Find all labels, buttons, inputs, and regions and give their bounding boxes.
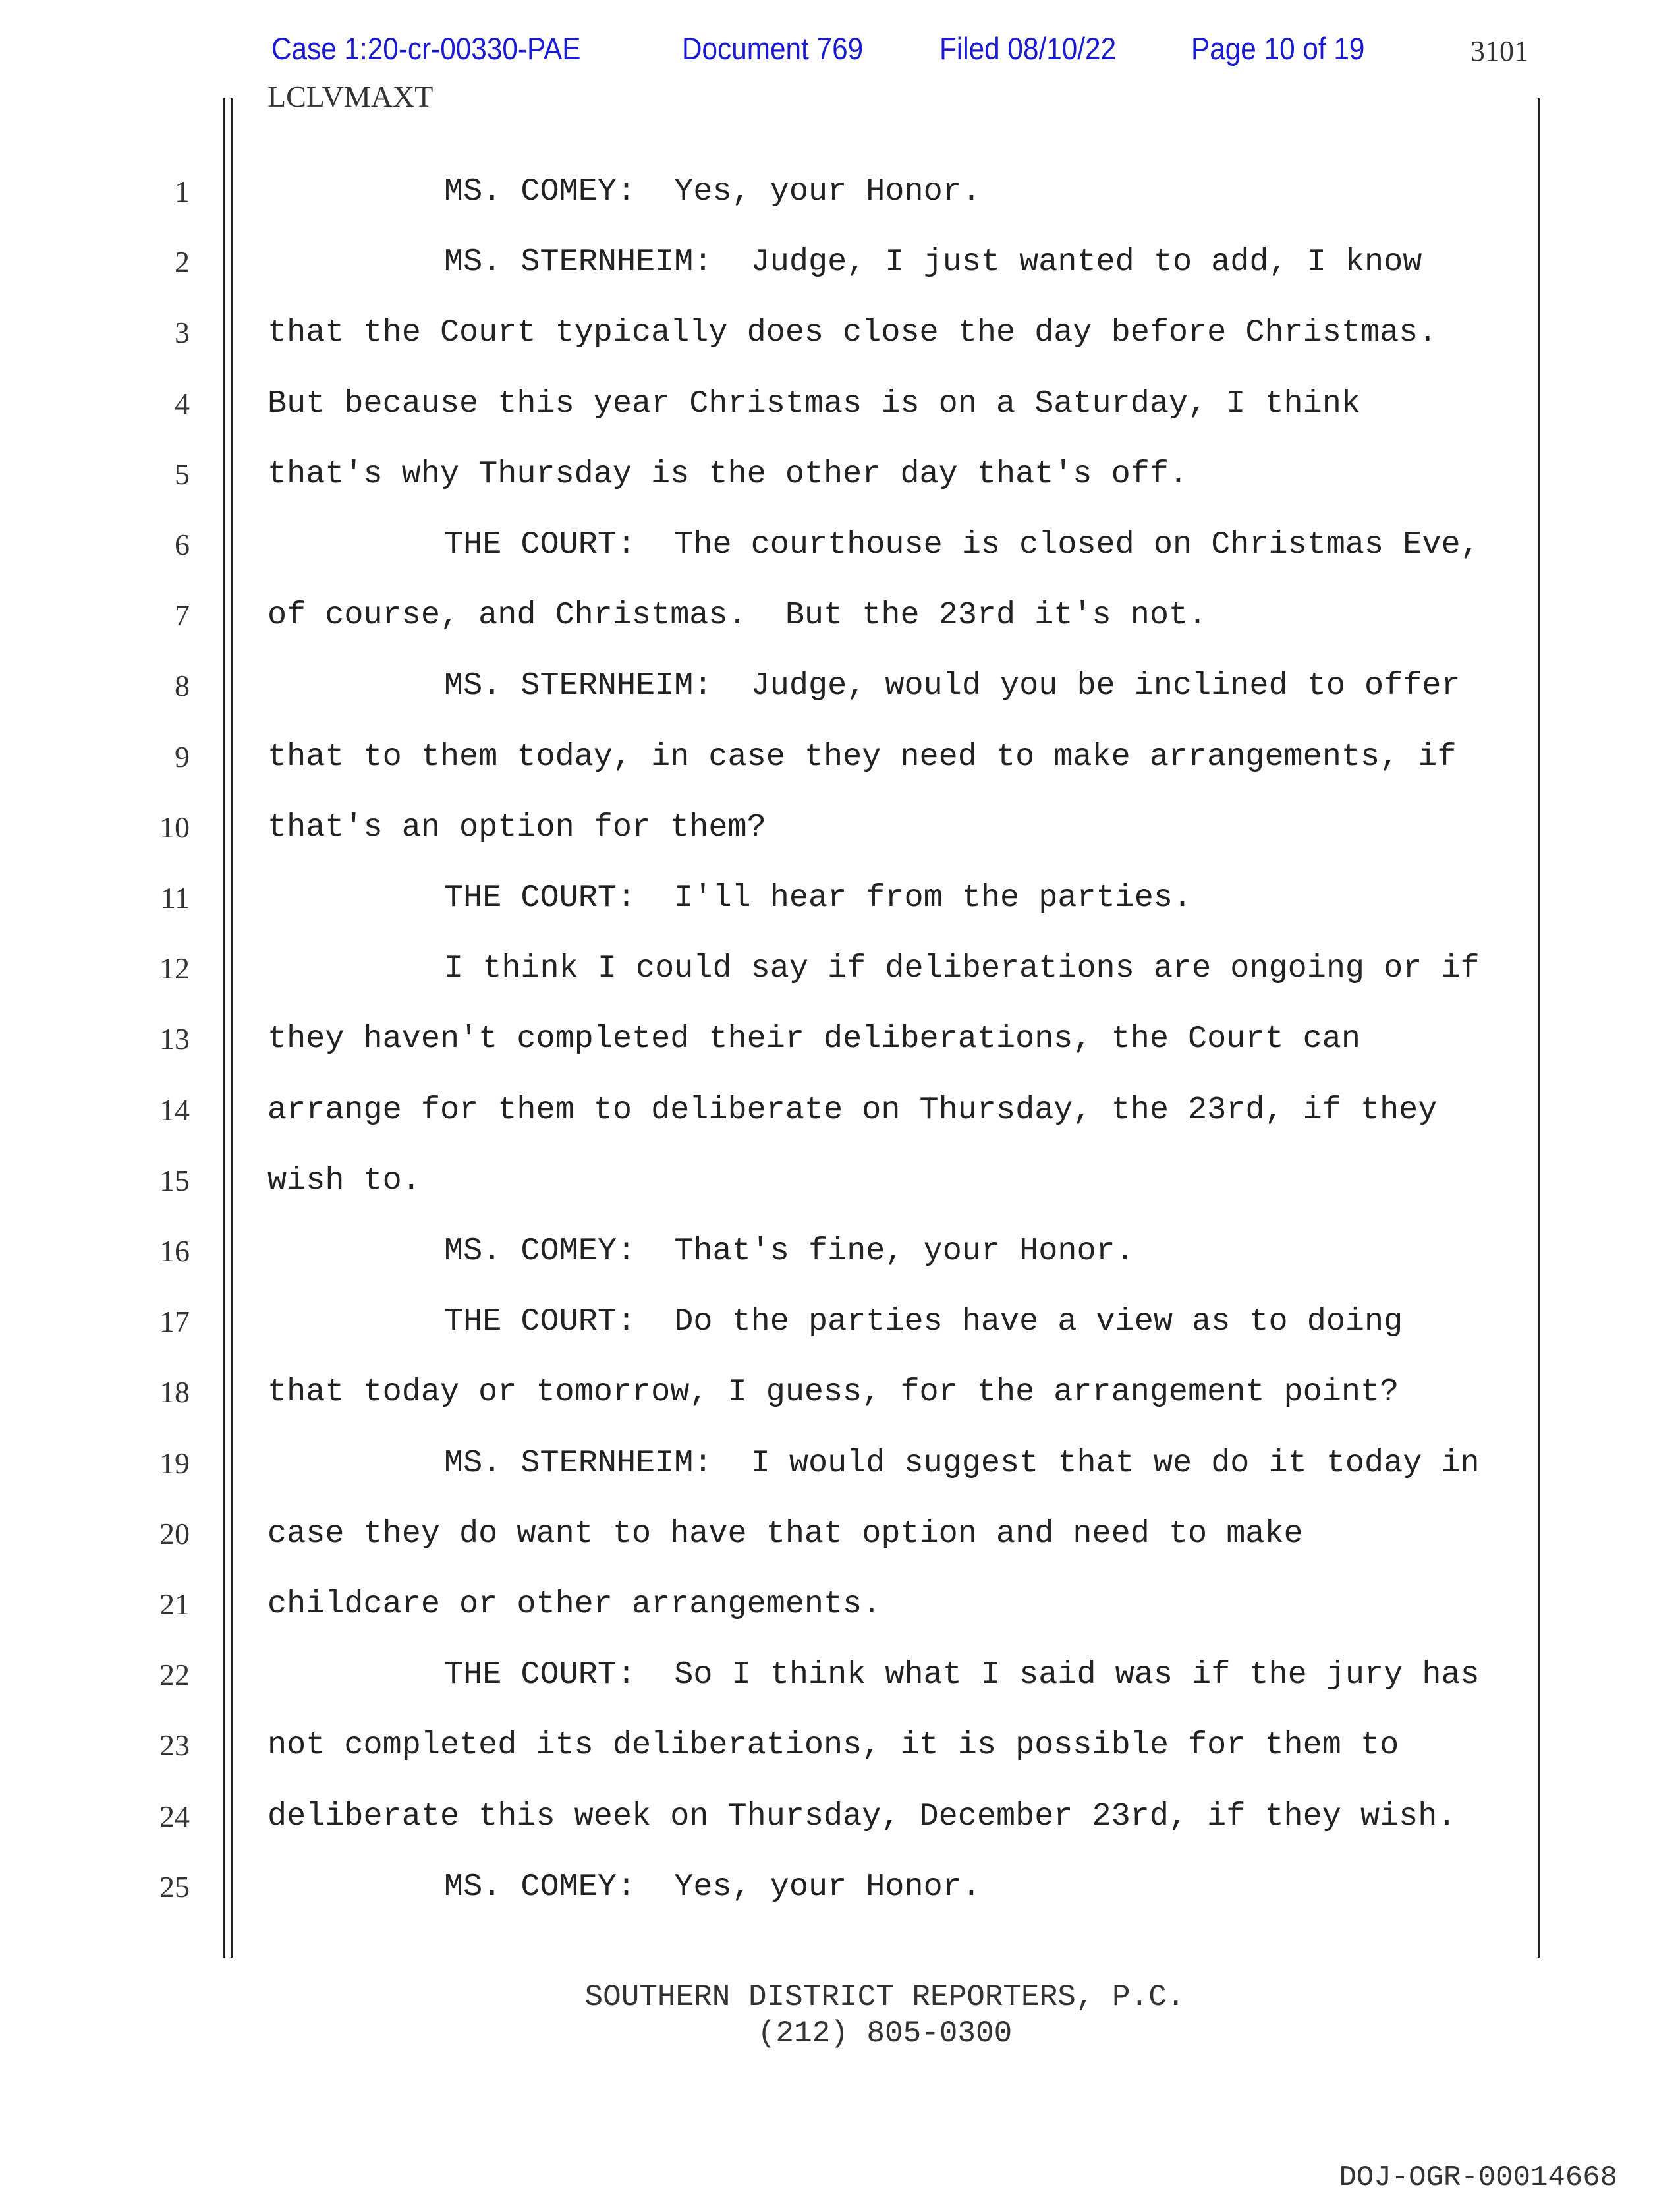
line-text: THE COURT: Do the parties have a view as to doing xyxy=(444,1303,1403,1340)
reporter-name: SOUTHERN DISTRICT REPORTERS, P.C. xyxy=(584,1980,1185,2014)
transcript-line xyxy=(0,808,1680,882)
transcript-line xyxy=(0,316,1680,387)
line-number: 10 xyxy=(159,810,190,844)
line-number: 3 xyxy=(175,316,190,350)
line-text: that's an option for them? xyxy=(267,808,766,845)
page-indicator: Page 10 of 19 xyxy=(1191,31,1365,66)
filed-date: Filed 08/10/22 xyxy=(939,31,1117,66)
line-number: 16 xyxy=(159,1234,190,1268)
line-number: 7 xyxy=(175,598,190,633)
line-text: wish to. xyxy=(267,1162,421,1199)
transcript-line xyxy=(0,1091,1680,1164)
line-number: 12 xyxy=(159,951,190,986)
line-text: THE COURT: So I think what I said was if the jury has xyxy=(444,1657,1480,1693)
line-number: 5 xyxy=(175,457,190,491)
transcript-line xyxy=(0,528,1680,599)
line-number: 17 xyxy=(159,1305,190,1339)
transcript-line xyxy=(0,455,1680,528)
transcript-page-number: 3101 xyxy=(1470,35,1528,67)
line-text: that today or tomorrow, I guess, for the arrangement point? xyxy=(267,1374,1399,1411)
line-text: MS. COMEY: That's fine, your Honor. xyxy=(444,1233,1134,1269)
line-text: of course, and Christmas. But the 23rd it's not. xyxy=(267,597,1208,634)
line-number: 8 xyxy=(175,669,190,703)
reporter-phone: (212) 805-0300 xyxy=(757,2016,1013,2051)
line-number: 22 xyxy=(159,1658,190,1692)
line-text: THE COURT: The courthouse is closed on Christmas Eve, xyxy=(444,526,1480,563)
transcript-line xyxy=(0,882,1680,952)
line-number: 1 xyxy=(175,175,190,208)
line-number: 6 xyxy=(175,528,190,561)
line-text: arrange for them to deliberate on Thursday, the 23rd, if they xyxy=(267,1091,1438,1128)
line-number: 25 xyxy=(159,1869,190,1904)
line-text: I think I could say if deliberations are ongoing or if xyxy=(444,950,1480,987)
line-number: 20 xyxy=(159,1516,190,1550)
transcript-code: LCLVMAXT xyxy=(267,80,434,113)
line-text: not completed its deliberations, it is possible for them to xyxy=(267,1727,1399,1764)
line-number: 21 xyxy=(159,1587,190,1621)
line-text: that the Court typically does close the day before Christmas. xyxy=(267,314,1438,351)
line-number: 14 xyxy=(159,1092,190,1127)
line-number: 23 xyxy=(159,1728,190,1763)
line-number: 18 xyxy=(159,1375,190,1409)
transcript-line xyxy=(0,1444,1680,1517)
line-text: that to them today, in case they need to make arrangements, if xyxy=(267,738,1457,775)
line-number: 9 xyxy=(175,739,190,774)
transcript-line xyxy=(0,1588,1680,1659)
transcript-line xyxy=(0,1517,1680,1588)
line-number: 24 xyxy=(159,1799,190,1833)
transcript-line xyxy=(0,1023,1680,1093)
transcript-line xyxy=(0,669,1680,740)
transcript-line xyxy=(0,1800,1680,1871)
line-number: 13 xyxy=(159,1022,190,1056)
line-number: 11 xyxy=(160,881,190,915)
transcript-line xyxy=(0,1376,1680,1446)
transcript-line xyxy=(0,175,1680,246)
line-number: 4 xyxy=(175,386,190,420)
transcript-line xyxy=(0,1729,1680,1800)
line-text: THE COURT: I'll hear from the parties. xyxy=(444,880,1192,916)
transcript-line xyxy=(0,1659,1680,1729)
line-text: MS. COMEY: Yes, your Honor. xyxy=(444,1868,981,1905)
transcript-line xyxy=(0,599,1680,669)
line-number: 19 xyxy=(159,1446,190,1480)
transcript-line xyxy=(0,1164,1680,1235)
line-text: MS. STERNHEIM: Judge, would you be inclined to offer xyxy=(444,667,1461,704)
line-number: 15 xyxy=(159,1163,190,1197)
document-number: Document 769 xyxy=(682,31,864,66)
case-number-link[interactable]: Case 1:20-cr-00330-PAE xyxy=(271,31,581,66)
line-text: MS. STERNHEIM: Judge, I just wanted to add, I know xyxy=(444,244,1422,281)
line-text: childcare or other arrangements. xyxy=(267,1586,882,1622)
transcript-line xyxy=(0,1235,1680,1305)
line-text: deliberate this week on Thursday, December 23rd, if they wish. xyxy=(267,1798,1457,1834)
line-number: 2 xyxy=(175,245,190,279)
line-text: MS. COMEY: Yes, your Honor. xyxy=(444,173,981,210)
line-text: MS. STERNHEIM: I would suggest that we do it today in xyxy=(444,1444,1480,1481)
bates-number: DOJ-OGR-00014668 xyxy=(1339,2161,1617,2194)
transcript-line xyxy=(0,738,1680,811)
transcript-line xyxy=(0,387,1680,458)
transcript-line xyxy=(0,1305,1680,1376)
line-text: But because this year Christmas is on a Saturday, I think xyxy=(267,385,1360,422)
line-text: they haven't completed their deliberations, the Court can xyxy=(267,1021,1360,1058)
line-text: case they do want to have that option and need to make xyxy=(267,1515,1303,1552)
line-text: that's why Thursday is the other day that's off. xyxy=(267,455,1189,492)
transcript-line xyxy=(0,246,1680,316)
transcript-line xyxy=(0,1868,1680,1941)
transcript-line xyxy=(0,952,1680,1023)
